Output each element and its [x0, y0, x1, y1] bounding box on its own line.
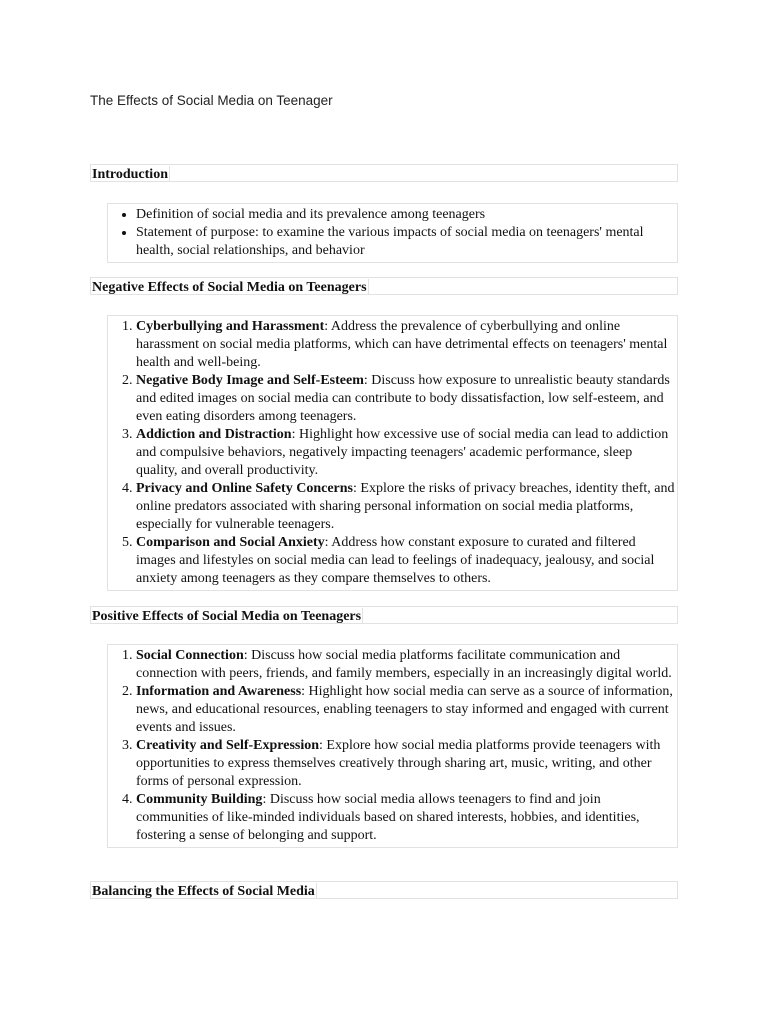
item-term: Addiction and Distraction: [136, 427, 292, 442]
item-text: : Explore how social media platforms provide teenagers with opportunities to express themselves creatively through sharing art, music, writing, and other forms of personal expression.: [136, 738, 661, 789]
item-text: : Highlight how excessive use of social media can lead to addiction and compulsive behaviors, negatively impacting teenagers' academic performance, sleep quality, and overall productivity.: [136, 427, 669, 478]
list-item: [136, 683, 677, 737]
section-heading-balancing: [90, 881, 678, 899]
item-text: : Address the prevalence of cyberbullying and online harassment on social media platforms, which can have detrimental effects on teenagers' mental health and well-being.: [136, 319, 668, 370]
item-term: Negative Body Image and Self-Esteem: [136, 373, 364, 388]
section-heading-text: Negative Effects of Social Media on Teenagers: [92, 280, 367, 295]
item-text: : Highlight how social media can serve as a source of information, news, and educational resources, enabling teenagers to stay informed and engaged with current events and issues.: [136, 684, 673, 735]
list-item: [136, 647, 677, 683]
list-item: [136, 791, 677, 845]
list-item: [136, 318, 677, 372]
section-heading-text: Positive Effects of Social Media on Teenagers: [92, 609, 362, 624]
section-heading-text: Introduction: [92, 167, 168, 182]
section-heading-positive: [90, 606, 678, 624]
item-term: Cyberbullying and Harassment: [136, 319, 325, 334]
list-item: • Definition of social media and its prevalence among teenagers: [136, 206, 677, 224]
section-heading-text: Balancing the Effects of Social Media: [92, 884, 315, 899]
section-heading-introduction: [90, 164, 678, 182]
item-text: : Address how constant exposure to curated and filtered images and lifestyles on social media can lead to feelings of inadequacy, jealousy, and social anxiety among teenagers as they compare themselves to others.: [136, 535, 655, 586]
item-term: Creativity and Self-Expression: [136, 738, 320, 753]
item-text: : Discuss how social media platforms facilitate communication and connection with peers, friends, and family members, especially in an increasingly digital world.: [136, 648, 672, 681]
item-term: Privacy and Online Safety Concerns: [136, 481, 353, 496]
document-title: The Effects of Social Media on Teenager: [90, 93, 333, 108]
positive-effects-list: [107, 644, 678, 848]
list-item: [136, 534, 677, 588]
section-heading-negative: [90, 277, 678, 295]
list-item: [136, 737, 677, 791]
item-term: Social Connection: [136, 648, 244, 663]
item-text: : Explore the risks of privacy breaches, identity theft, and online predators associated with sharing personal information on social media platforms, especially for vulnerable teenagers.: [136, 481, 675, 532]
item-term: Community Building: [136, 792, 263, 807]
list-item: [136, 426, 677, 480]
item-text: : Discuss how social media allows teenagers to find and join communities of like-minded individuals based on shared interests, hobbies, and identities, fostering a sense of belonging and support.: [136, 792, 640, 843]
list-item: [136, 480, 677, 534]
introduction-list: [107, 203, 678, 263]
item-text: : Discuss how exposure to unrealistic beauty standards and edited images on social media can contribute to body dissatisfaction, low self-esteem, and even eating disorders among teenagers.: [136, 373, 670, 424]
item-term: Comparison and Social Anxiety: [136, 535, 325, 550]
list-item: [136, 372, 677, 426]
negative-effects-list: [107, 315, 678, 591]
item-term: Information and Awareness: [136, 684, 302, 699]
list-item: • Statement of purpose: to examine the various impacts of social media on teenagers' mental health, social relationships, and behavior: [136, 224, 677, 260]
